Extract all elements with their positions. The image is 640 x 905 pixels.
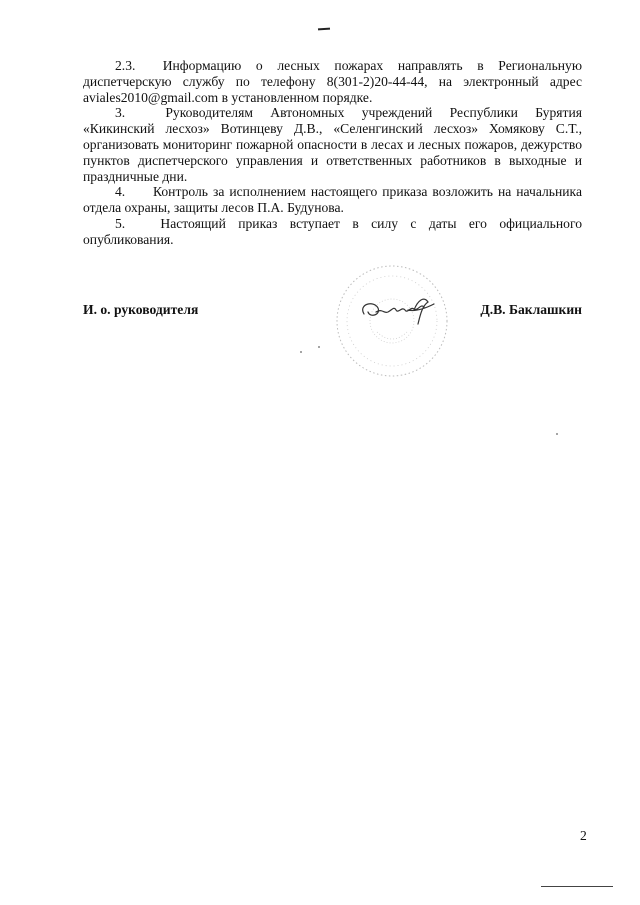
paragraph-number: 2.3. <box>115 58 136 73</box>
paragraph-number: 3. <box>115 105 126 121</box>
header-mark <box>318 28 330 31</box>
paragraph-text: Руководителям Автономных учреждений Республики Бурятия «Кикинский лесхоз» Вотинцеву Д.В., «Селенгинский лесхоз» Хомякову С.Т., организовать мониторинг пожарной опасности в лесах и лесных пожаров, дежурство пунктов диспетчерского управления и ответственных работников в выходные и праздничные дни. <box>83 105 582 184</box>
paragraph-number: 4. <box>115 184 126 200</box>
paragraph-5 <box>83 216 582 248</box>
footer-line <box>541 886 613 887</box>
page-number: 2 <box>580 828 587 843</box>
paragraph-2-3 <box>83 58 582 105</box>
paragraph-4 <box>83 184 582 216</box>
paragraph-number: 5. <box>115 215 126 231</box>
signatory-position: И. о. руководителя <box>83 302 199 317</box>
paragraph-text: Информацию о лесных пожарах направлять в Региональную диспетчерскую службу по телефону 8(301-2)20-44-44, на электронный адрес aviales2010@gmail.com в установленном порядке. <box>83 58 583 105</box>
signatory-name: Д.В. Баклашкин <box>480 302 582 317</box>
scan-speck <box>556 433 558 435</box>
paragraph-text: Контроль за исполнением настоящего приказа возложить на начальника отдела охраны, защиты лесов П.А. Будунова. <box>83 184 582 216</box>
paragraph-3 <box>83 105 582 184</box>
paragraph-text: Настоящий приказ вступает в силу с даты его официального опубликования. <box>83 215 582 247</box>
document-body <box>83 58 582 248</box>
scan-speck <box>300 351 302 353</box>
scan-speck <box>318 346 320 348</box>
signature-block <box>83 302 582 322</box>
